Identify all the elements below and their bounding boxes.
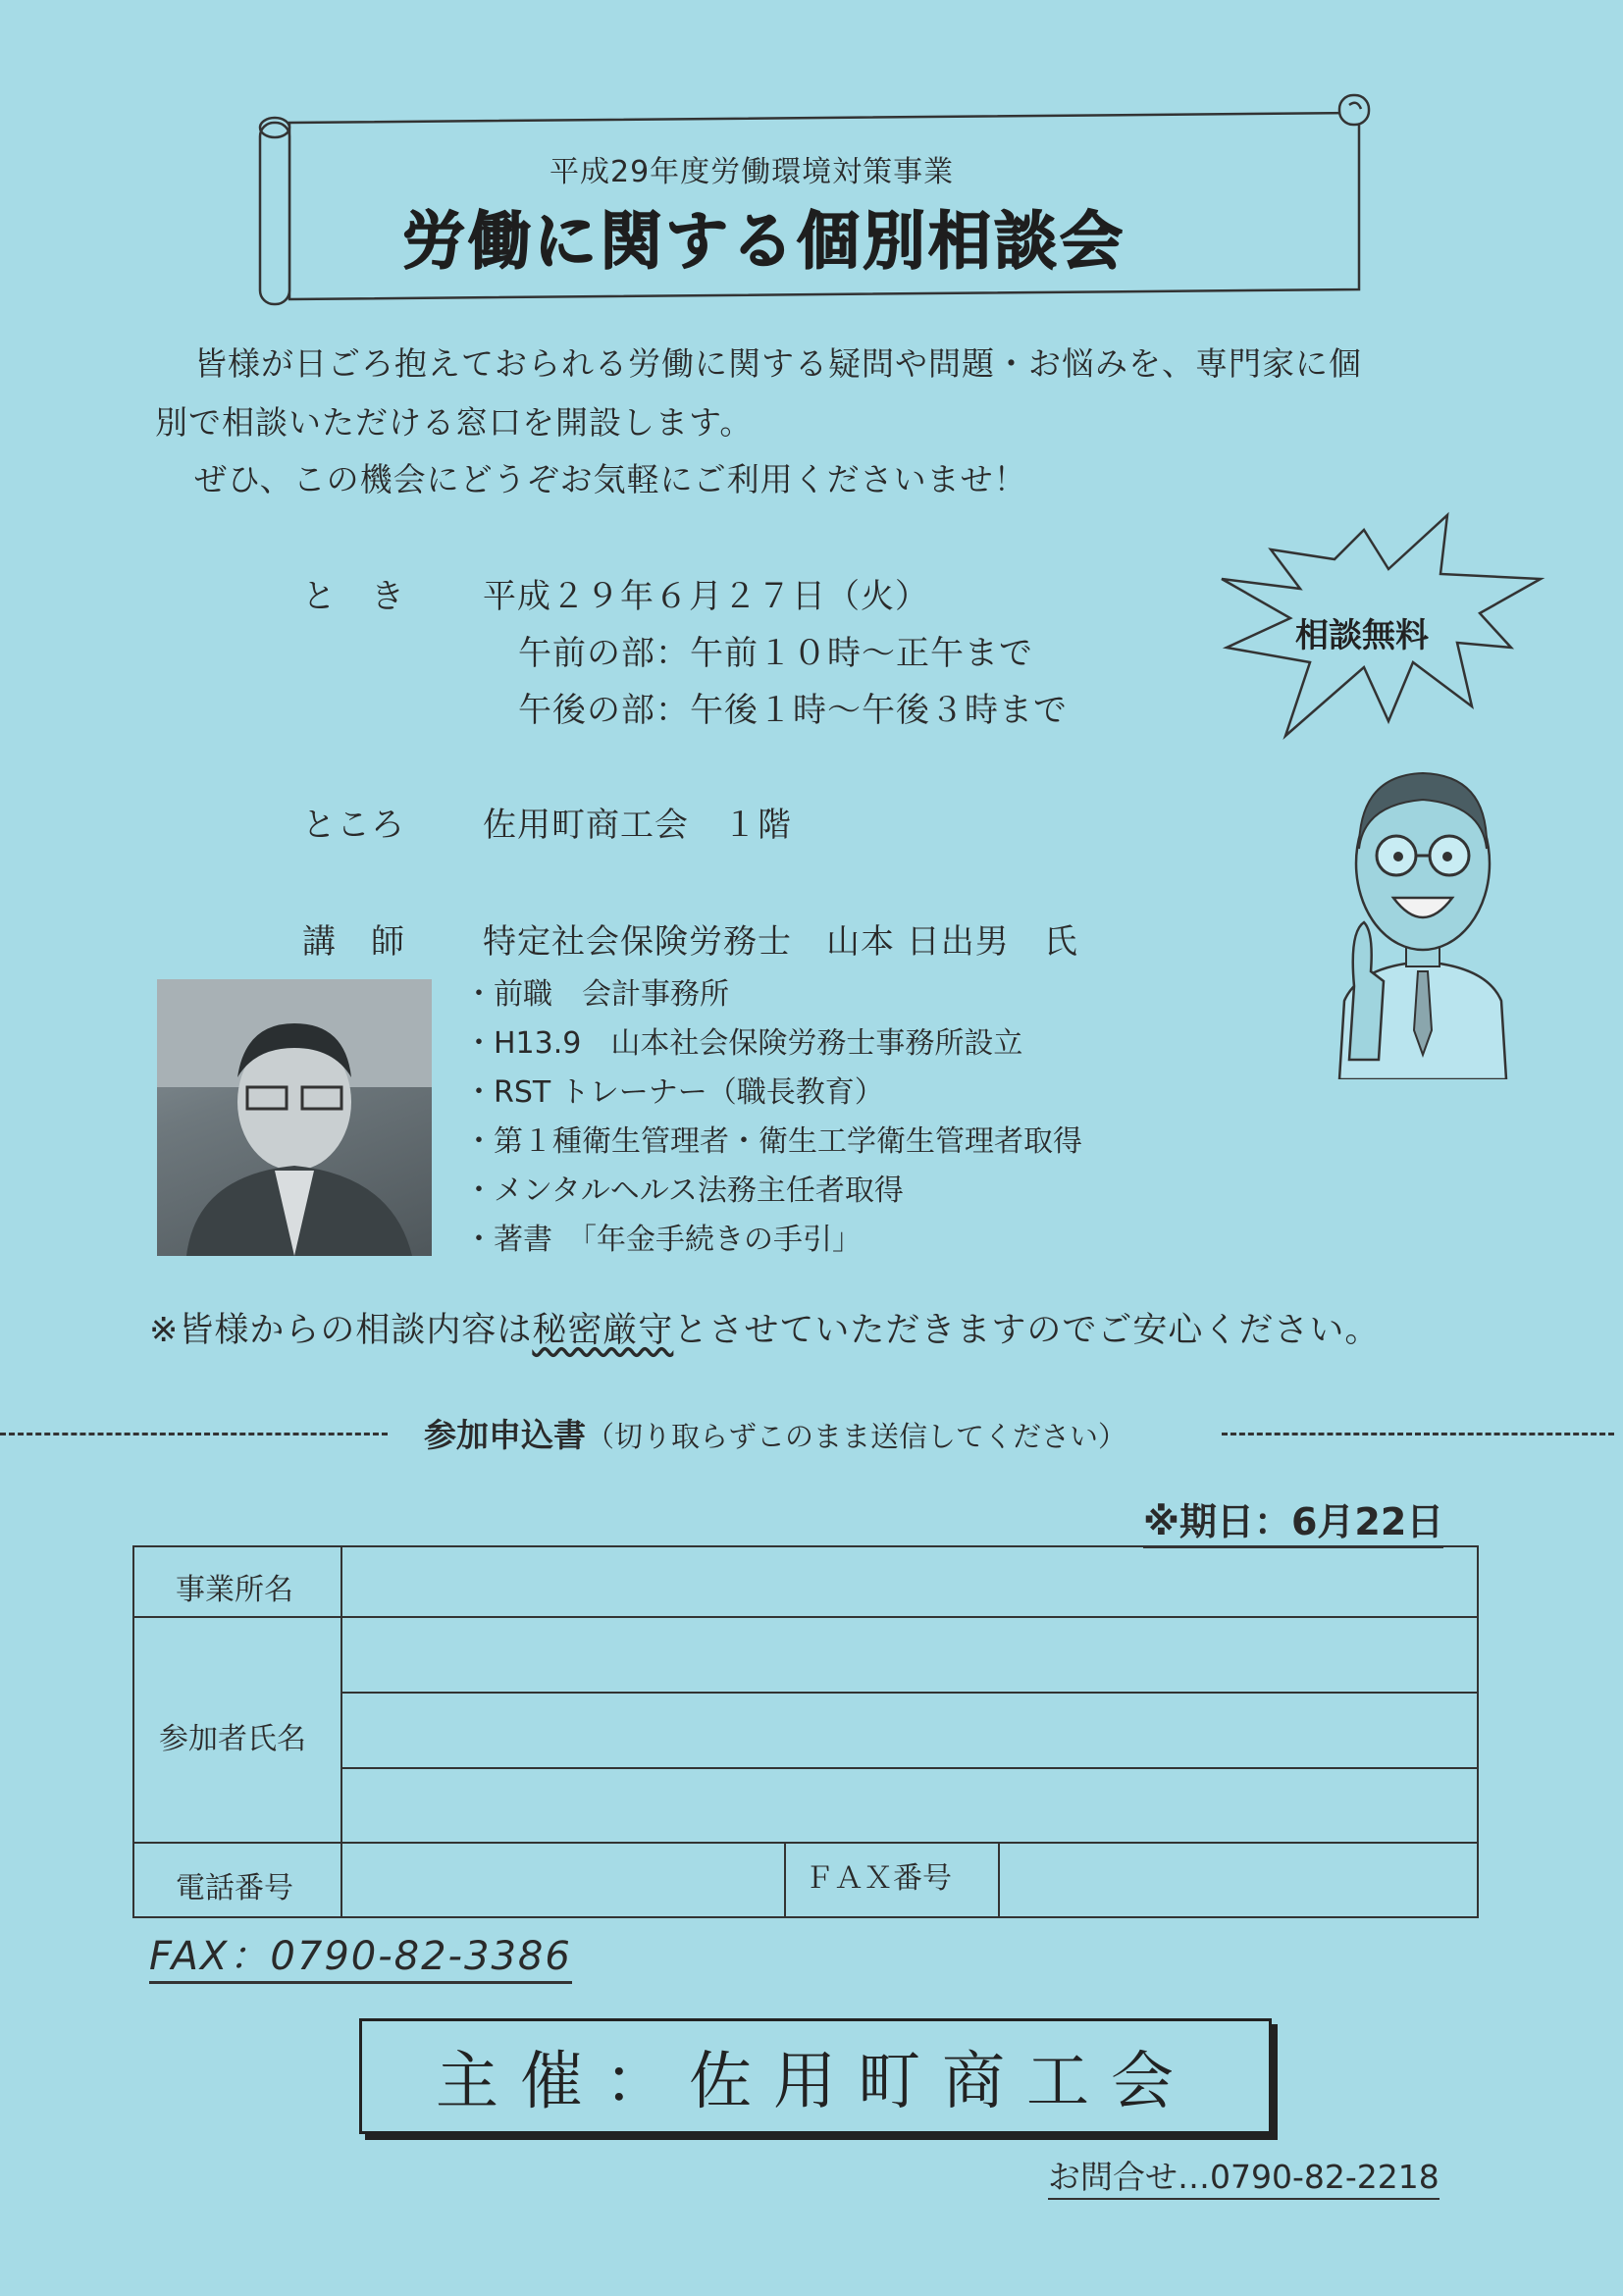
application-title: [424, 1410, 1126, 1456]
contact-phone: お問合せ…0790-82-2218: [1048, 2152, 1440, 2200]
form-divider: [134, 1842, 1477, 1844]
intro-line-2: 別で相談いただける窓口を開設します。: [155, 403, 754, 442]
company-name-label: 事業所名: [176, 1573, 293, 1607]
career-item-4: ・第１種衛生管理者・衛生工学衛生管理者取得: [464, 1124, 1082, 1159]
cut-line-right: [1222, 1433, 1614, 1435]
form-divider: [134, 1616, 1477, 1618]
application-form: [132, 1545, 1479, 1918]
application-title-text: 参加申込書: [424, 1416, 586, 1454]
company-name-field[interactable]: [345, 1551, 1474, 1614]
phone-field[interactable]: [345, 1846, 780, 1912]
form-divider: [998, 1842, 1000, 1916]
intro-line-1: 皆様が日ごろ抱えておられる労働に関する疑問や問題・お悩みを、専門家に個: [194, 344, 1362, 383]
event-title: 労働に関する個別相談会: [402, 206, 1126, 279]
confidentiality-note: [149, 1303, 1380, 1352]
career-item-2: ・H13.9 山本社会保険労務士事務所設立: [464, 1026, 1023, 1061]
free-consultation-label: 相談無料: [1295, 616, 1429, 655]
afternoon-session: 午後の部：午後１時～午後３時まで: [518, 691, 1068, 730]
form-divider: [340, 1767, 1477, 1769]
form-divider: [340, 1547, 342, 1916]
application-subtitle: （切り取らずこのまま送信してください）: [586, 1420, 1127, 1453]
event-subtitle: 平成29年度労働環境対策事業: [550, 155, 955, 189]
lecturer-name: 特定社会保険労務士 山本 日出男 氏: [483, 922, 1078, 962]
application-deadline: ※期日：6月22日: [1143, 1491, 1443, 1548]
note-after: とさせていただきますのでご安心ください。: [673, 1311, 1381, 1350]
note-emphasis: 秘密厳守: [532, 1311, 674, 1350]
event-place: 佐用町商工会 １階: [483, 806, 792, 845]
organizer-box: [359, 2018, 1272, 2134]
lecturer-photo: [157, 979, 432, 1256]
cut-line-left: [0, 1433, 388, 1435]
phone-label: 電話番号: [176, 1871, 293, 1905]
career-item-5: ・メンタルヘルス法務主任者取得: [464, 1174, 904, 1208]
career-item-1: ・前職 会計事務所: [464, 977, 729, 1012]
lecturer-label: 講 師: [302, 922, 405, 962]
participant-name-field-3[interactable]: [345, 1771, 1474, 1840]
where-label: ところ: [302, 806, 405, 845]
career-item-6: ・著書 「年金手続きの手引」: [464, 1223, 862, 1257]
fax-number-field[interactable]: [1003, 1846, 1474, 1912]
event-date: 平成２９年６月２７日（火）: [483, 577, 929, 616]
form-divider: [340, 1692, 1477, 1694]
when-label: と き: [302, 577, 405, 616]
morning-session: 午前の部：午前１０時～正午まで: [518, 634, 1033, 673]
fax-number-label: ＦＡＸ番号: [805, 1861, 952, 1896]
participant-name-field-2[interactable]: [345, 1696, 1474, 1764]
career-item-3: ・RST トレーナー（職長教育）: [464, 1075, 884, 1110]
intro-line-3: ぜひ、この機会にどうぞお気軽にご利用くださいませ！: [194, 460, 1027, 498]
fax-number: FAX：0790-82-3386: [149, 1925, 572, 1984]
participant-name-field-1[interactable]: [345, 1620, 1474, 1689]
participant-name-label: 参加者氏名: [159, 1722, 306, 1756]
form-divider: [784, 1842, 786, 1916]
organizer-label: 主催：佐用町商工会: [436, 2046, 1195, 2118]
note-before: ※皆様からの相談内容は: [149, 1311, 533, 1350]
cartoon-man-illustration: [1320, 736, 1526, 1079]
